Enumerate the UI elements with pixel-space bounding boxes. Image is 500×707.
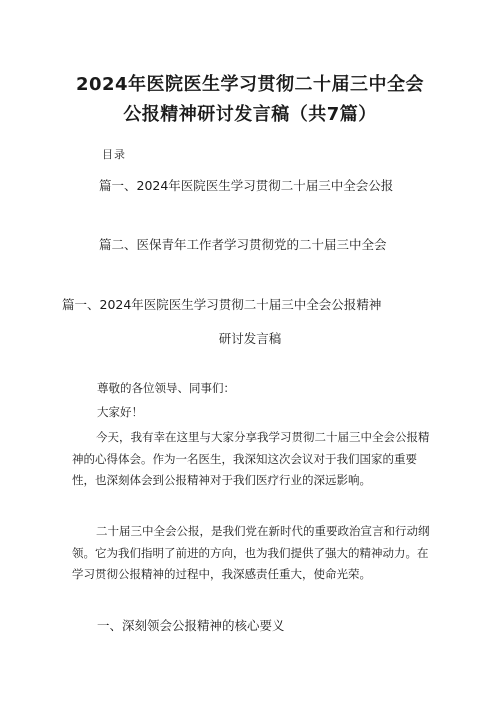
body-paragraph-2: 二十届三中全会公报，是我们党在新时代的重要政治宣言和行动纲领。它为我们指明了前进的方向，也为我们提供了强大的精神动力。在学习贯彻公报精神的过程中，我深感责任重大，使命光荣。 — [72, 524, 430, 581]
section-title-line-2: 研讨发言稿 — [218, 331, 282, 346]
toc-item-2[interactable]: 篇二、医保青年工作者学习贯彻党的二十届三中全会 — [99, 237, 387, 252]
document-title-line-1: 2024年医院医生学习贯彻二十届三中全会 — [75, 74, 425, 95]
greeting: 大家好！ — [97, 405, 143, 419]
section-title-line-1: 篇一、2024年医院医生学习贯彻二十届三中全会公报精神 — [62, 297, 382, 312]
salutation: 尊敬的各位领导、同事们： — [97, 381, 235, 395]
toc-item-1[interactable]: 篇一、2024年医院医生学习贯彻二十届三中全会公报 — [99, 178, 394, 193]
section-subheading: 一、深刻领会公报精神的核心要义 — [97, 618, 285, 633]
document-title — [0, 70, 500, 130]
document-title-line-2: 公报精神研讨发言稿（共7篇） — [123, 104, 377, 125]
body-paragraph-1: 今天，我有幸在这里与大家分享我学习贯彻二十届三中全会公报精神的心得体会。作为一名医生，我深知这次会议对于我们国家的重要性，也深刻体会到公报精神对于我们医疗行业的深远影响。 — [72, 430, 430, 487]
toc-heading: 目录 — [102, 148, 126, 161]
